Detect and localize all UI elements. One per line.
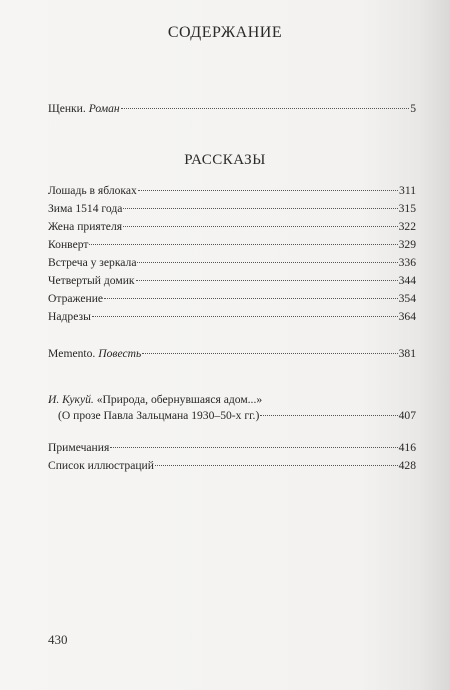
dot-leader (136, 280, 398, 281)
toc-entry-page: 336 (398, 256, 416, 269)
toc-entry-title: Примечания (48, 441, 110, 454)
dot-leader (260, 415, 397, 416)
dot-leader (142, 353, 397, 354)
toc-entry-page: 416 (398, 441, 416, 454)
essay-title-line: И. Кукуй. «Природа, обернувшаяся адом...» (48, 393, 263, 406)
dot-leader (123, 226, 398, 227)
toc-entry-page: 315 (398, 202, 416, 215)
toc-entry-page: 407 (398, 409, 416, 422)
dot-leader (121, 108, 410, 109)
toc-entry-story (48, 291, 416, 307)
toc-entry-title: Memento. Повесть (48, 347, 142, 360)
toc-entry-title: Надрезы (48, 310, 91, 323)
dot-leader (110, 447, 397, 448)
toc-entry-story (48, 237, 416, 253)
essay-subtitle: (О прозе Павла Зальцмана 1930–50-х гг.) (58, 409, 260, 422)
dot-leader (155, 465, 398, 466)
toc-entry-title: Лошадь в яблоках (48, 184, 137, 197)
toc-entry-page: 381 (398, 347, 416, 360)
page-number: 430 (48, 632, 68, 647)
toc-entry-title: Список иллюстраций (48, 459, 154, 472)
dot-leader (92, 316, 398, 317)
toc-entry-notes (48, 440, 416, 456)
toc-entry-page: 364 (398, 310, 416, 323)
contents-heading: СОДЕРЖАНИЕ (167, 24, 283, 41)
dot-leader (123, 208, 397, 209)
dot-leader (138, 190, 398, 191)
toc-entry-page: 5 (410, 102, 416, 115)
toc-entry-title: Жена приятеля (48, 220, 123, 233)
toc-entry-page: 428 (398, 459, 416, 472)
toc-entry-novel (48, 101, 416, 117)
dot-leader (137, 262, 397, 263)
toc-entry-title: Встреча у зеркала (48, 256, 137, 269)
toc-entry-memento (48, 346, 416, 362)
toc-entry-essay (48, 392, 416, 424)
toc-entry-story (48, 183, 416, 199)
toc-entry-story (48, 273, 416, 289)
dot-leader (104, 298, 398, 299)
toc-entry-title: Отражение (48, 292, 104, 305)
toc-entry-title: Зима 1514 года (48, 202, 123, 215)
stories-heading: РАССКАЗЫ (184, 152, 266, 168)
toc-entry-page: 322 (398, 220, 416, 233)
toc-entry-title: Щенки. Роман (48, 102, 120, 115)
toc-entry-page: 329 (398, 238, 416, 251)
toc-entry-story (48, 201, 416, 217)
essay-subtitle-line (48, 408, 416, 424)
toc-entry-story (48, 309, 416, 325)
toc-entry-title: Конверт (48, 238, 89, 251)
toc-entry-title: Четвертый домик (48, 274, 135, 287)
toc-entry-page: 354 (398, 292, 416, 305)
toc-entry-story (48, 219, 416, 235)
toc-entry-story (48, 255, 416, 271)
toc-entry-page: 311 (399, 184, 416, 197)
dot-leader (89, 244, 397, 245)
toc-entry-page: 344 (398, 274, 416, 287)
toc-entry-illustrations (48, 458, 416, 474)
